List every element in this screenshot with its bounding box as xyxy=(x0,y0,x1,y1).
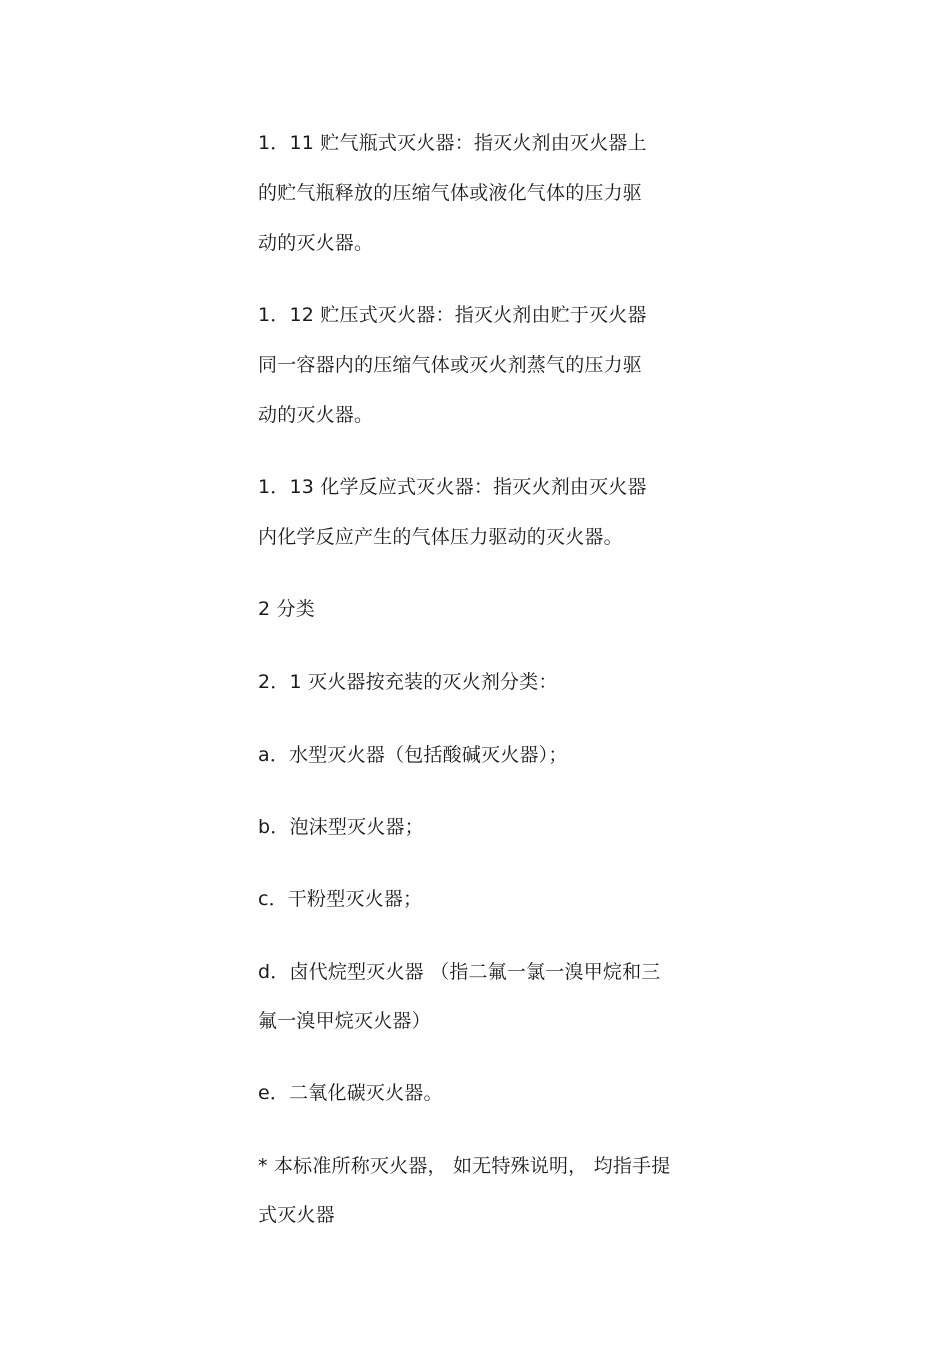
paragraph-1-12-line-1: 1．12 贮压式灭火器：指灭火剂由贮于灭火器 xyxy=(258,304,647,326)
note-line-1: * 本标准所称灭火器， 如无特殊说明， 均指手提 xyxy=(258,1155,671,1177)
paragraph-1-11-line-3: 动的灭火器。 xyxy=(258,232,374,254)
list-item-a: a．水型灭火器（包括酸碱灭火器）； xyxy=(258,744,568,766)
note-line-2: 式灭火器 xyxy=(258,1204,335,1226)
list-item-d-line-1: d．卤代烷型灭火器 （指二氟一氯一溴甲烷和三 xyxy=(258,961,661,983)
paragraph-1-12-line-2: 同一容器内的压缩气体或灭火剂蒸气的压力驱 xyxy=(258,354,643,376)
paragraph-1-13-line-1: 1．13 化学反应式灭火器：指灭火剂由灭火器 xyxy=(258,476,647,498)
list-item-b: b．泡沫型灭火器； xyxy=(258,816,424,838)
paragraph-1-12-line-3: 动的灭火器。 xyxy=(258,404,374,426)
list-item-e: e．二氧化碳灭火器。 xyxy=(258,1082,443,1104)
section-2-heading: 2 分类 xyxy=(258,598,315,620)
list-item-c: c．干粉型灭火器； xyxy=(258,888,423,910)
paragraph-2-1: 2．1 灭火器按充装的灭火剂分类： xyxy=(258,671,558,693)
paragraph-1-11-line-2: 的贮气瓶释放的压缩气体或液化气体的压力驱 xyxy=(258,182,643,204)
paragraph-1-13-line-2: 内化学反应产生的气体压力驱动的灭火器。 xyxy=(258,526,623,548)
list-item-d-line-2: 氟一溴甲烷灭火器） xyxy=(258,1010,431,1032)
paragraph-1-11-line-1: 1．11 贮气瓶式灭火器：指灭火剂由灭火器上 xyxy=(258,132,647,154)
